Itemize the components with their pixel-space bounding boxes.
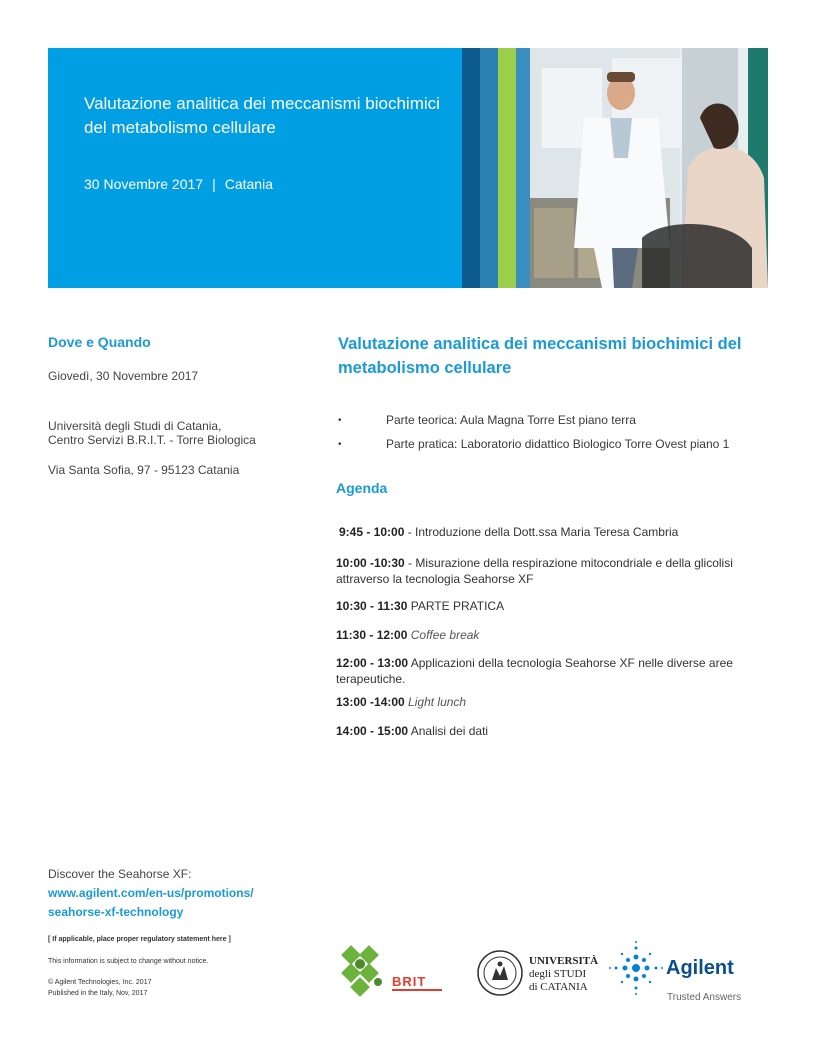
promo-link-line-2[interactable]: seahorse-xf-technology bbox=[48, 905, 184, 919]
agenda-item bbox=[339, 524, 759, 540]
bullet-icon: • bbox=[338, 438, 342, 450]
main-title: Valutazione analitica dei meccanismi biochimici del metabolismo cellulare bbox=[338, 335, 742, 377]
brit-emblem-icon bbox=[340, 944, 446, 998]
agenda-text: Coffee break bbox=[407, 628, 480, 642]
venue-practice: Parte pratica: Laboratorio didattico Biologico Torre Ovest piano 1 bbox=[386, 437, 730, 451]
location-line-2: Centro Servizi B.R.I.T. - Torre Biologica bbox=[48, 433, 256, 447]
agenda-time: 12:00 - 13:00 bbox=[336, 656, 409, 670]
agenda-text: - Misurazione della respirazione mitocondriale e della glicolisi attraverso la tecnologia Seahorse XF bbox=[336, 556, 733, 586]
banner-title: Valutazione analitica dei meccanismi biochimici del metabolismo cellulare bbox=[84, 94, 440, 137]
agenda-item bbox=[336, 723, 756, 739]
brit-logo bbox=[340, 944, 446, 998]
lab-photo-illustration bbox=[462, 48, 768, 288]
banner-date-location bbox=[84, 176, 273, 192]
svg-text:Trusted Answers: Trusted Answers bbox=[667, 992, 742, 1003]
venue-list bbox=[338, 408, 768, 456]
copyright-text: © Agilent Technologies, Inc. 2017 bbox=[48, 979, 152, 986]
agenda-time: 10:00 -10:30 bbox=[336, 556, 405, 570]
bullet-icon: • bbox=[338, 414, 342, 426]
agenda-item bbox=[336, 694, 756, 710]
venue-theory: Parte teorica: Aula Magna Torre Est piano terra bbox=[386, 413, 636, 427]
where-when-heading: Dove e Quando bbox=[48, 334, 151, 350]
svg-text:degli STUDI: degli STUDI bbox=[529, 968, 587, 980]
agenda-heading: Agenda bbox=[336, 480, 388, 496]
agenda-text: Applicazioni della tecnologia Seahorse XF nelle diverse aree terapeutiche. bbox=[336, 656, 733, 686]
lab-photo bbox=[462, 48, 768, 288]
unict-seal-icon bbox=[476, 946, 599, 1000]
promo-link-line-1[interactable]: www.agilent.com/en-us/promotions/ bbox=[48, 886, 254, 900]
svg-text:UNIVERSITÀ: UNIVERSITÀ bbox=[529, 955, 599, 967]
location-line-1: Università degli Studi di Catania, bbox=[48, 419, 222, 433]
agenda-text: Analisi dei dati bbox=[408, 724, 489, 738]
svg-text:BRIT: BRIT bbox=[392, 974, 427, 989]
notice-text: This information is subject to change without notice. bbox=[48, 958, 209, 965]
address: Via Santa Sofia, 97 - 95123 Catania bbox=[48, 463, 240, 477]
list-item bbox=[338, 432, 768, 456]
agenda-time: 11:30 - 12:00 bbox=[336, 628, 408, 642]
published-text: Published in the Italy, Nov, 2017 bbox=[48, 990, 148, 997]
agenda-time: 14:00 - 15:00 bbox=[336, 724, 409, 738]
agenda-text: PARTE PRATICA bbox=[407, 599, 505, 613]
banner-city: Catania bbox=[224, 176, 273, 192]
agenda-text: Light lunch bbox=[404, 695, 467, 709]
agenda-time: 9:45 - 10:00 bbox=[339, 525, 405, 539]
svg-text:Agilent: Agilent bbox=[666, 957, 734, 979]
agenda-item bbox=[336, 655, 756, 687]
discover-text: Discover the Seahorse XF: bbox=[48, 867, 192, 881]
agilent-logo bbox=[608, 940, 740, 1006]
agenda-text: - Introduzione della Dott.ssa Maria Teresa Cambria bbox=[404, 525, 679, 539]
list-item bbox=[338, 408, 768, 432]
svg-text:di CATANIA: di CATANIA bbox=[529, 981, 588, 993]
event-date: Giovedì, 30 Novembre 2017 bbox=[48, 369, 199, 383]
regulatory-statement: [ If applicable, place proper regulatory statement here ] bbox=[48, 936, 231, 943]
agilent-spark-icon bbox=[608, 940, 740, 1006]
unict-logo bbox=[476, 946, 599, 1000]
agenda-item bbox=[336, 598, 756, 614]
banner-separator: | bbox=[212, 176, 216, 192]
banner-date: 30 Novembre 2017 bbox=[84, 176, 204, 192]
header-banner bbox=[48, 48, 768, 288]
agenda-time: 10:30 - 11:30 bbox=[336, 599, 408, 613]
agenda-item bbox=[336, 555, 756, 587]
agenda-item bbox=[336, 627, 756, 643]
agenda-time: 13:00 -14:00 bbox=[336, 695, 405, 709]
